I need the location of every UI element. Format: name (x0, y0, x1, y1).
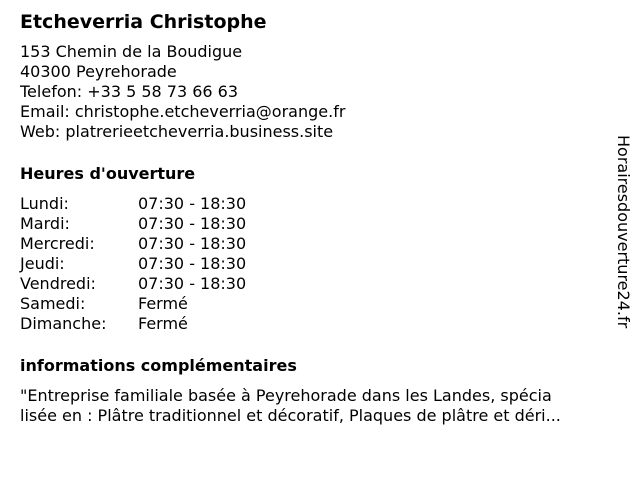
site-brand-vertical: Horairesdouverture24.fr (614, 135, 633, 329)
day-hours: Fermé (138, 294, 188, 313)
day-hours: 07:30 - 18:30 (138, 194, 247, 213)
day-label: Samedi: (20, 294, 86, 313)
day-hours: Fermé (138, 314, 188, 333)
day-label: Jeudi: (20, 254, 65, 273)
hours-row-tuesday (20, 214, 610, 234)
hours-row-monday (20, 194, 610, 214)
hours-row-friday (20, 274, 610, 294)
info-description-line-2: lisée en : Plâtre traditionnel et décoratif, Plaques de plâtre et déri... (20, 406, 561, 425)
day-label: Vendredi: (20, 274, 96, 293)
hours-row-thursday (20, 254, 610, 274)
day-hours: 07:30 - 18:30 (138, 214, 247, 233)
info-heading: informations complémentaires (20, 356, 297, 375)
day-hours: 07:30 - 18:30 (138, 234, 247, 253)
day-label: Lundi: (20, 194, 69, 213)
phone-line: Telefon: +33 5 58 73 66 63 (20, 82, 239, 101)
hours-row-saturday (20, 294, 610, 314)
info-description-line-1: "Entreprise familiale basée à Peyrehorade dans les Landes, spécia (20, 386, 552, 405)
hours-table (20, 194, 610, 334)
day-label: Dimanche: (20, 314, 107, 333)
business-card (20, 10, 610, 426)
hours-row-wednesday (20, 234, 610, 254)
hours-row-sunday (20, 314, 610, 334)
day-label: Mercredi: (20, 234, 95, 253)
website-line: Web: platrerieetcheverria.business.site (20, 122, 334, 141)
day-hours: 07:30 - 18:30 (138, 274, 247, 293)
day-hours: 07:30 - 18:30 (138, 254, 247, 273)
business-name: Etcheverria Christophe (20, 11, 267, 33)
hours-heading: Heures d'ouverture (20, 164, 196, 183)
email-line: Email: christophe.etcheverria@orange.fr (20, 102, 346, 121)
address-city: 40300 Peyrehorade (20, 62, 177, 81)
day-label: Mardi: (20, 214, 70, 233)
address-street: 153 Chemin de la Boudigue (20, 42, 243, 61)
